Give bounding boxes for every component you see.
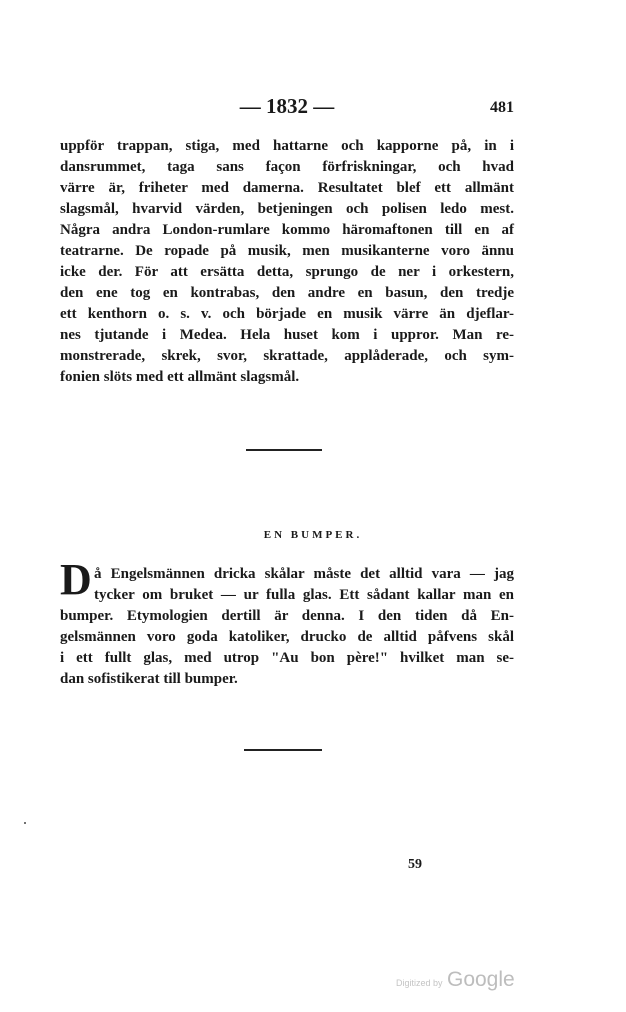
running-header — [60, 94, 514, 124]
google-logo: Google — [446, 968, 515, 991]
text-line: fonien slöts med ett allmänt slagsmål. — [60, 369, 300, 385]
text-line: teatrarne. De ropade på musik, men musikanterne voro ännu — [60, 243, 514, 259]
digitized-by-google-watermark — [396, 968, 515, 992]
text-line: monstrerade, skrek, svor, skrattade, applåderade, och sym- — [60, 348, 514, 364]
section-title: EN BUMPER. — [263, 529, 363, 541]
text-line: den ene tog en kontrabas, den andre en basun, den tredje — [60, 285, 514, 301]
text-line: bumper. Etymologien dertill är denna. I den tiden då En- — [60, 608, 514, 624]
text-line: nes tjutande i Medea. Hela huset kom i uppror. Man re- — [60, 327, 514, 343]
text-line: gelsmännen voro goda katoliker, drucko de alltid påfvens skål — [60, 629, 514, 645]
text-line: tycker om bruket — ur fulla glas. Ett sådant kallar man en — [94, 587, 514, 603]
text-line: dansrummet, taga sans façon förfriskningar, och hvad — [60, 159, 514, 175]
paragraph-bumper — [60, 564, 514, 690]
paragraph-orchestra — [60, 136, 514, 388]
text-line: dan sofistikerat till bumper. — [60, 671, 238, 687]
text-line: icke der. För att ersätta detta, sprungo de ner i orkestern, — [60, 264, 514, 280]
ink-speck — [24, 822, 26, 824]
text-line: slagsmål, hvarvid värden, betjeningen och polisen ledo mest. — [60, 201, 514, 217]
digitized-label: Digitized by — [396, 978, 443, 988]
drop-cap: D — [60, 555, 92, 604]
text-line: Några andra London-rumlare kommo häromaftonen till en af — [60, 222, 514, 238]
signature-mark: 59 — [408, 857, 422, 872]
header-year: — 1832 — — [239, 94, 335, 118]
text-line: uppför trappan, stiga, med hattarne och kapporne på, in i — [60, 138, 514, 154]
text-line: i ett fullt glas, med utrop "Au bon père!" hvilket man se- — [60, 650, 514, 666]
end-divider — [244, 749, 322, 751]
text-line: å Engelsmännen dricka skålar måste det alltid vara — jag — [94, 566, 514, 582]
page-number: 481 — [490, 99, 514, 116]
text-line: värre är, friheter med damerna. Resultatet blef ett allmänt — [60, 180, 514, 196]
section-divider — [246, 449, 322, 451]
text-line: ett kenthorn o. s. v. och började en musik värre än djeflar- — [60, 306, 514, 322]
